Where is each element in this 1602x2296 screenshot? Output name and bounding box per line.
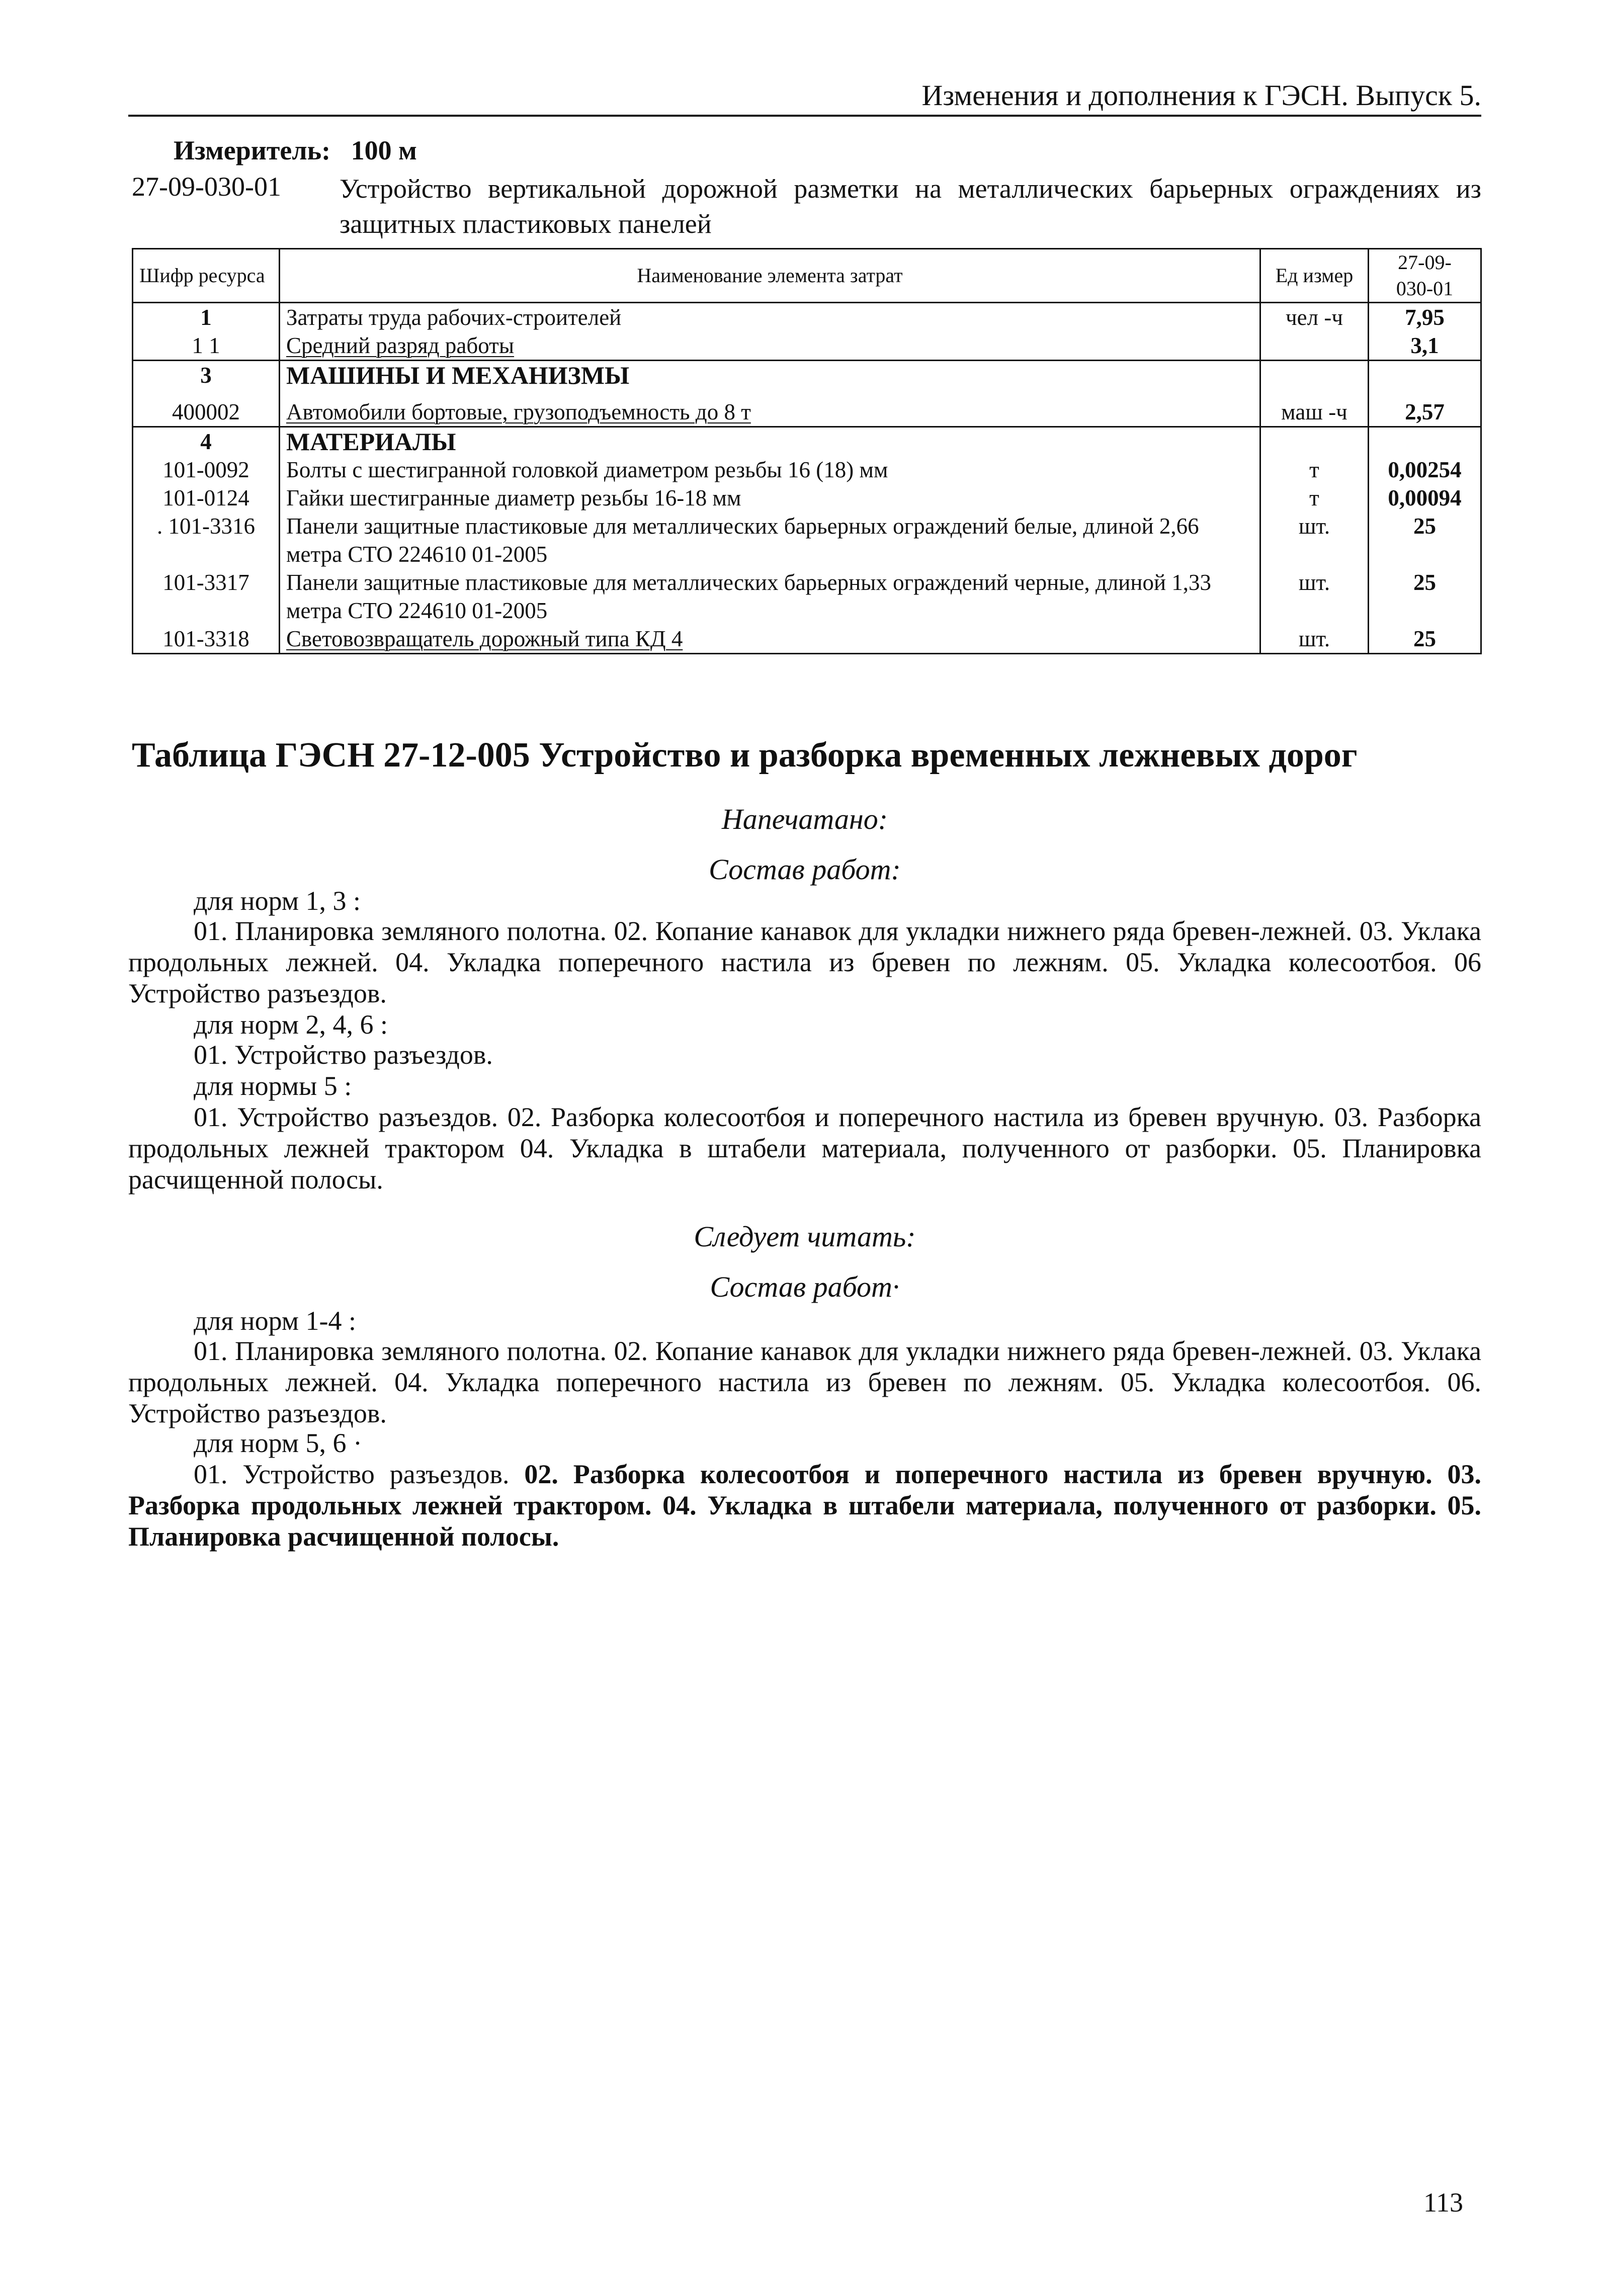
table-row <box>133 484 1481 512</box>
row-unit: шт. <box>1260 512 1369 568</box>
work-text: 01. Устройство разъездов. <box>194 1040 493 1070</box>
row-unit: маш -ч <box>1260 389 1369 427</box>
table-row <box>133 389 1481 427</box>
row-code: 1 1 <box>133 331 280 361</box>
work-paragraph <box>128 1039 1481 1070</box>
row-name: Панели защитные пластиковые для металлических барьерных ограждений белые, длиной 2,66 метра СТО 224610 01-2005 <box>280 512 1260 568</box>
table-row <box>133 456 1481 484</box>
row-code: 1 <box>133 303 280 332</box>
row-name: Панели защитные пластиковые для металлических барьерных ограждений черные, длиной 1,33 метра СТО 224610 01-2005 <box>280 568 1260 625</box>
measure-line <box>174 135 417 166</box>
col-header-norm <box>1369 249 1481 303</box>
row-name: Болты с шестигранной головкой диаметром резьбы 16 (18) мм <box>280 456 1260 484</box>
table-row <box>133 568 1481 625</box>
norms-label: для нормы 5 : <box>194 1071 352 1101</box>
read-label: Следует читать: <box>694 1220 916 1253</box>
work-text-bold: 02. Разборка колесоотбоя и поперечного настила из бревен вручную. 03. Разборка продольных лежней трактором. 04. Укладка в штабели материала, полученного от разборки. 05. Планировка расчищенной полосы. <box>128 1459 1481 1552</box>
composition-label: Состав работ: <box>709 853 901 886</box>
row-code: 101-0092 <box>133 456 280 484</box>
measure-value: 100 м <box>351 135 417 165</box>
norms-label: для норм 5, 6 · <box>194 1428 362 1458</box>
row-code: 4 <box>133 427 280 456</box>
row-unit <box>1260 427 1369 456</box>
row-value: 25 <box>1369 568 1481 625</box>
work-paragraph <box>128 1101 1481 1195</box>
norms-label: для норм 1-4 : <box>194 1306 356 1336</box>
table-header-row <box>133 249 1481 303</box>
row-value: 2,57 <box>1369 389 1481 427</box>
row-code: 101-0124 <box>133 484 280 512</box>
row-unit <box>1260 331 1369 361</box>
measure-label: Измеритель: <box>174 135 331 165</box>
section-heading: Таблица ГЭСН 27-12-005 Устройство и разборка временных лежневых дорог <box>132 736 1358 775</box>
table-row <box>133 512 1481 568</box>
col-header-norm-line1: 27-09- <box>1398 251 1452 274</box>
row-code: 101-3317 <box>133 568 280 625</box>
work-text: 01. Планировка земляного полотна. 02. Копание канавок для укладки нижнего ряда бревен-лежней. 03. Уклака продольных лежней. 04. Укладка поперечного настила из бревен по лежням. 05. Укладка колесоотбоя. 06. Устройство разъездов. <box>128 1336 1481 1428</box>
row-value: 0,00094 <box>1369 484 1481 512</box>
table-row <box>133 331 1481 361</box>
table-row <box>133 361 1481 390</box>
norms-label: для норм 2, 4, 6 : <box>194 1009 388 1040</box>
row-unit <box>1260 361 1369 390</box>
row-code: 3 <box>133 361 280 390</box>
row-unit: шт. <box>1260 625 1369 654</box>
row-unit: т <box>1260 456 1369 484</box>
row-name: Световозвращатель дорожный типа КД 4 <box>280 625 1260 654</box>
row-code: . 101-3316 <box>133 512 280 568</box>
row-value <box>1369 427 1481 456</box>
row-value: 25 <box>1369 625 1481 654</box>
row-value: 0,00254 <box>1369 456 1481 484</box>
resource-table <box>132 248 1482 654</box>
section-title-materials: МАТЕРИАЛЫ <box>280 427 1260 456</box>
norm-code: 27-09-030-01 <box>132 172 281 202</box>
work-paragraph <box>128 915 1481 1009</box>
row-unit: шт. <box>1260 568 1369 625</box>
col-header-norm-line2: 030-01 <box>1396 277 1454 300</box>
row-name: Средний разряд работы <box>280 331 1260 361</box>
row-name: Затраты труда рабочих-строителей <box>280 303 1260 332</box>
col-header-name: Наименование элемента затрат <box>280 249 1260 303</box>
page-number: 113 <box>1423 2187 1463 2218</box>
running-header: Изменения и дополнения к ГЭСН. Выпуск 5. <box>921 79 1481 112</box>
composition-label: Состав работ· <box>710 1270 900 1303</box>
row-value: 3,1 <box>1369 331 1481 361</box>
work-paragraph <box>128 1335 1481 1429</box>
work-text: 01. Планировка земляного полотна. 02. Копание канавок для укладки нижнего ряда бревен-лежней. 03. Уклака продольных лежней. 04. Укладка поперечного настила из бревен по лежням. 05. Укладка колесоотбоя. 06 Устройство разъездов. <box>128 916 1481 1008</box>
work-text-plain: 01. Устройство разъездов. <box>194 1459 525 1489</box>
row-name: Автомобили бортовые, грузоподъемность до 8 т <box>280 389 1260 427</box>
section-title-machines: МАШИНЫ И МЕХАНИЗМЫ <box>280 361 1260 390</box>
row-code: 101-3318 <box>133 625 280 654</box>
row-value: 25 <box>1369 512 1481 568</box>
col-header-unit: Ед измер <box>1260 249 1369 303</box>
header-rule <box>128 115 1481 117</box>
col-header-code: Шифр ресурса <box>133 249 280 303</box>
row-unit: чел -ч <box>1260 303 1369 332</box>
row-name: Гайки шестигранные диаметр резьбы 16-18 мм <box>280 484 1260 512</box>
norms-label: для норм 1, 3 : <box>194 886 361 916</box>
row-unit: т <box>1260 484 1369 512</box>
norm-title: Устройство вертикальной дорожной разметки на металлических барьерных ограждениях из защитных пластиковых панелей <box>340 174 1481 239</box>
table-row <box>133 625 1481 654</box>
row-value: 7,95 <box>1369 303 1481 332</box>
work-text: 01. Устройство разъездов. 02. Разборка колесоотбоя и поперечного настила из бревен вручную. 03. Разборка продольных лежней трактором 04. Укладка в штабели материала, полученного от разборки. 05. Планировка расчищенной полосы. <box>128 1102 1481 1195</box>
table-row <box>133 303 1481 332</box>
work-paragraph <box>128 1459 1481 1552</box>
table-row <box>133 427 1481 456</box>
row-code: 400002 <box>133 389 280 427</box>
printed-label: Напечатано: <box>721 803 888 835</box>
row-value <box>1369 361 1481 390</box>
